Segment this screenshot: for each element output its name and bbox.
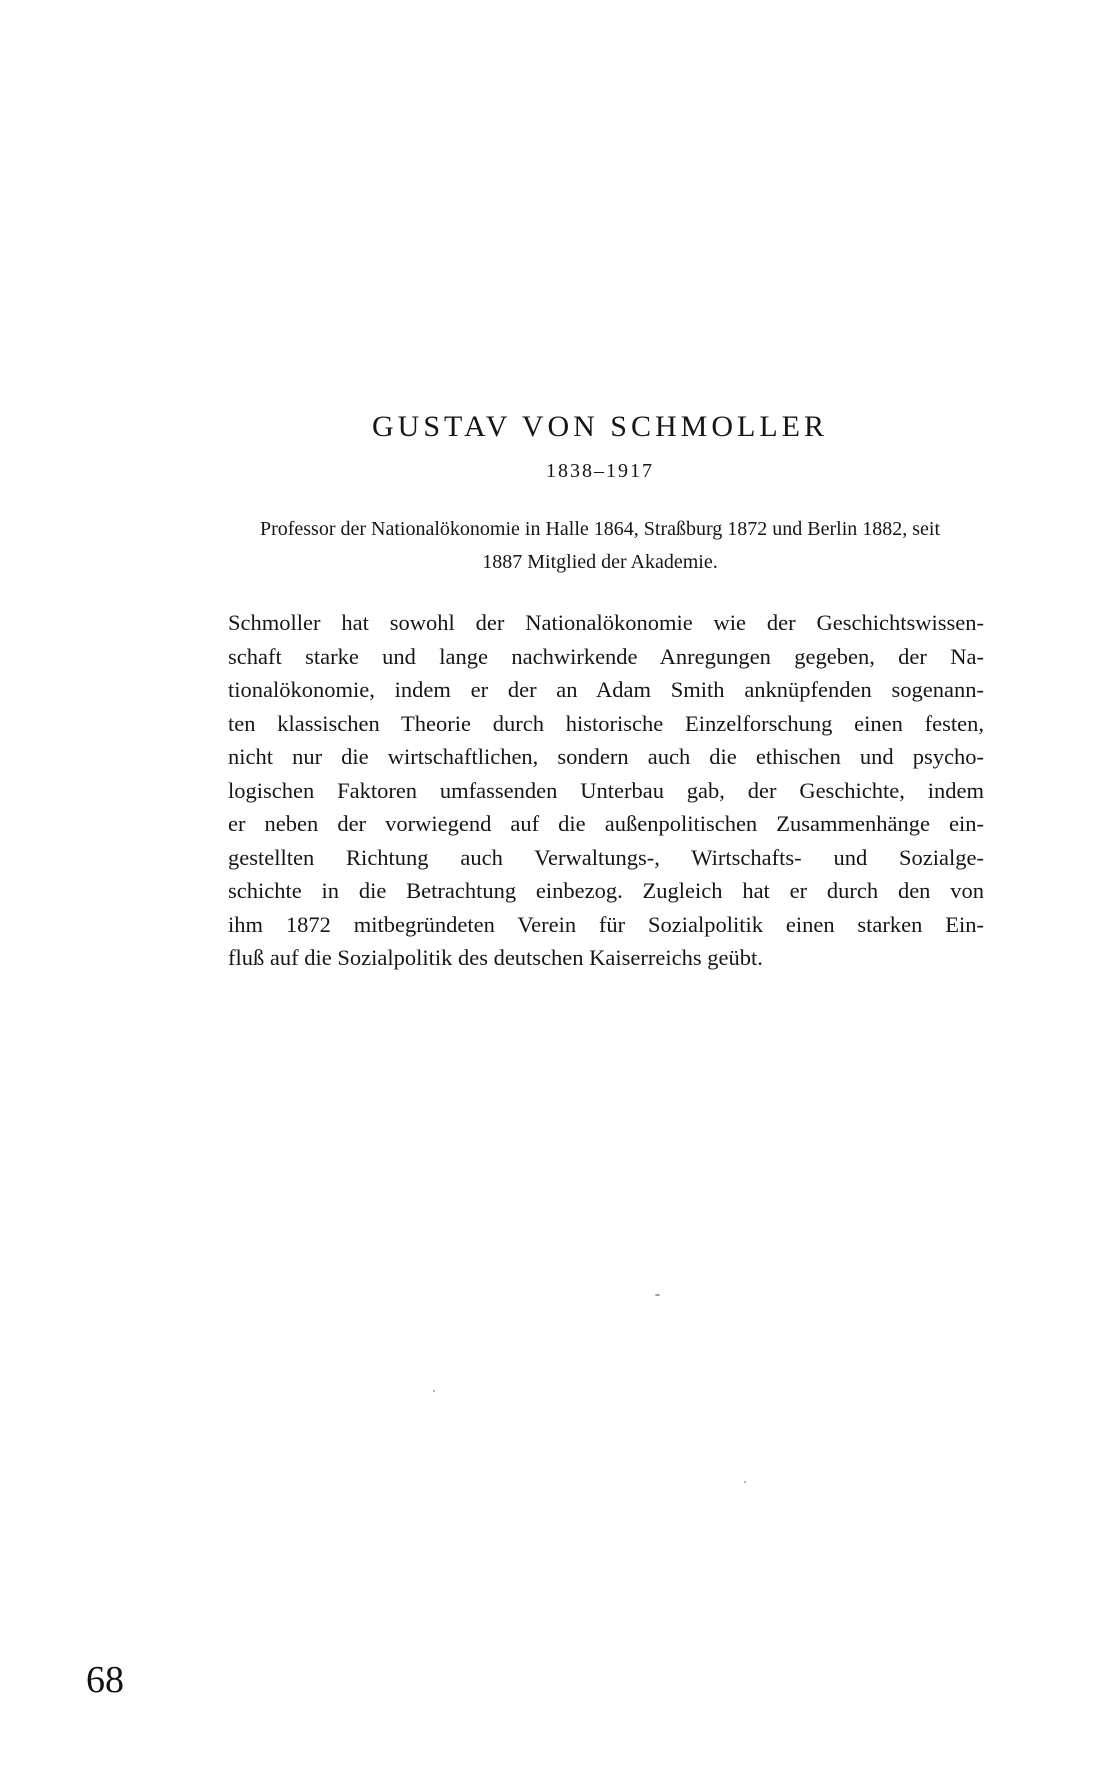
body-line: schichte in die Betrachtung einbezog. Zugleich hat er durch den von: [228, 878, 984, 903]
page-number: 68: [86, 1659, 124, 1701]
scan-speck: [744, 1481, 746, 1483]
body-line: ihm 1872 mitbegründeten Verein für Sozialpolitik einen starken Ein-: [228, 911, 984, 937]
body-line: gestellten Richtung auch Verwaltungs-, Wirtschafts- und Sozialge-: [228, 844, 984, 870]
body-line: Schmoller hat sowohl der Nationalökonomie wie der Geschichtswissen-: [228, 610, 984, 635]
body-line: schaft starke und lange nachwirkende Anregungen gegeben, der Na-: [228, 643, 984, 669]
scan-speck: [655, 1294, 660, 1296]
page-title: GUSTAV VON SCHMOLLER: [372, 410, 828, 443]
body-line: logischen Faktoren umfassenden Unterbau gab, der Geschichte, indem: [228, 777, 984, 803]
body-line: er neben der vorwiegend auf die außenpolitischen Zusammenhänge ein-: [228, 811, 984, 836]
note-line: 1887 Mitglied der Akademie.: [482, 551, 718, 573]
biography-note: [200, 513, 1000, 579]
biography-paragraph: [228, 606, 984, 975]
body-line: nicht nur die wirtschaftlichen, sondern auch die ethischen und psycho-: [228, 744, 984, 769]
body-line: fluß auf die Sozialpolitik des deutschen Kaiserreichs geübt.: [228, 945, 763, 970]
body-line: ten klassischen Theorie durch historische Einzelforschung einen festen,: [228, 710, 984, 736]
body-line: tionalökonomie, indem er der an Adam Smith anknüpfenden sogenann-: [228, 677, 984, 702]
scan-speck: [433, 1390, 435, 1392]
life-dates: 1838–1917: [546, 460, 654, 482]
note-line: Professor der Nationalökonomie in Halle 1864, Straßburg 1872 und Berlin 1882, seit: [259, 518, 941, 540]
